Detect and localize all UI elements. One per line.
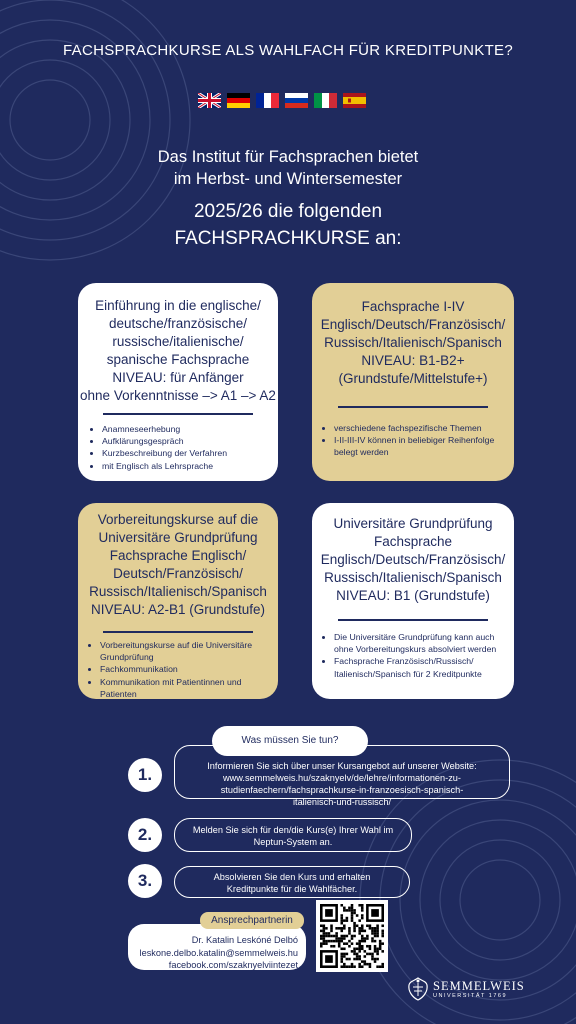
divider [103, 413, 253, 415]
step-number: 3. [128, 864, 162, 898]
intro-text [0, 146, 576, 190]
bullet-item: • Kommunikation mit Patientinnen und Patienten [100, 676, 270, 700]
contact-name: Dr. Katalin Leskóné Delbó [191, 935, 298, 945]
question-heading: Was müssen Sie tun? [212, 726, 368, 756]
bullet-item: • Fachkommunikation [100, 663, 270, 675]
title-line: Deutsch/Französisch/ [113, 566, 243, 581]
course-card-title [312, 298, 514, 388]
bullet-item: • Aufklärungsgespräch [102, 435, 278, 447]
title-line: NIVEAU: B1-B2+ [361, 353, 465, 368]
title-line: Russisch/Italienisch/Spanisch [324, 570, 502, 585]
italian-flag-icon [314, 93, 337, 108]
bullet-item: • Fachsprache Französisch/Russisch/ Italienisch/Spanisch für 2 Kreditpunkte [334, 655, 504, 679]
divider [103, 631, 253, 633]
course-card-beginner [78, 283, 278, 481]
bullet-item: • I-II-III-IV können in beliebiger Reihenfolge belegt werden [334, 434, 506, 458]
bullet-item: • mit Englisch als Lehrsprache [102, 460, 278, 472]
bullet-item: • verschiedene fachspezifische Themen [334, 422, 506, 434]
title-line: Vorbereitungskurse auf die [97, 512, 259, 527]
title-line: Einführung in die englische/ [95, 298, 261, 313]
contact-box [128, 924, 306, 970]
university-logo [407, 976, 525, 1002]
intro-heading [0, 198, 576, 252]
title-line: NIVEAU: B1 (Grundstufe) [336, 588, 490, 603]
divider [338, 406, 488, 408]
course-card-bullets [78, 423, 278, 472]
step-link[interactable]: www.semmelweis.hu/szaknyelv/de/lehre/informationen-zu- [223, 773, 461, 783]
uk-flag-icon [198, 93, 221, 108]
bullet-item: • Vorbereitungskurse auf die Universitäre Grundprüfung [100, 639, 270, 663]
step-2-text [174, 818, 412, 852]
qr-code-icon[interactable] [316, 900, 388, 972]
step-link[interactable]: studienfaechern/fachsprachkurse-in-franzoesisch-spanisch- [220, 785, 464, 795]
title-line: Universitäre Grundprüfung [98, 530, 258, 545]
spanish-flag-icon [343, 93, 366, 108]
logo-subtitle: UNIVERSITÄT 1769 [433, 992, 508, 999]
title-line: Universitäre Grundprüfung [333, 516, 493, 531]
intro-line: 2025/26 die folgenden [193, 201, 383, 222]
russian-flag-icon [285, 93, 308, 108]
title-line: Russisch/Italienisch/Spanisch [324, 335, 502, 350]
contact-facebook[interactable]: facebook.com/szaknyelviintezet [168, 960, 298, 970]
bullet-item: • Kurzbeschreibung der Verfahren [102, 447, 278, 459]
french-flag-icon [256, 93, 279, 108]
bullet-item: • Die Universitäre Grundprüfung kann auch ohne Vorbereitungskurs absolviert werden [334, 631, 504, 655]
title-line: Fachsprache [373, 534, 453, 549]
step-line: Kreditpunkte für die Wahlfächer. [226, 884, 358, 894]
title-line: NIVEAU: für Anfänger [112, 370, 244, 385]
semmelweis-crest-icon [407, 976, 429, 1002]
title-line: ohne Vorkenntnisse –> A1 –> A2 [80, 388, 276, 403]
course-card-title [312, 515, 514, 605]
title-line: NIVEAU: A2-B1 (Grundstufe) [90, 602, 266, 617]
contact-email[interactable]: leskone.delbo.katalin@semmelweis.hu [139, 947, 298, 958]
german-flag-icon [227, 93, 250, 108]
course-card-bullets [312, 422, 514, 459]
intro-line: FACHSPRACHKURSE an: [174, 228, 402, 249]
title-line: Russisch/Italienisch/Spanisch [89, 584, 267, 599]
bullet-item: • Anamneseerhebung [102, 423, 278, 435]
title-line: russische/italienische/ [112, 334, 244, 349]
page-title: FACHSPRACHKURSE ALS WAHLFACH FÜR KREDITPUNKTE? [63, 42, 513, 59]
course-card-title [78, 511, 278, 619]
title-line: Fachsprache I-IV [361, 299, 465, 314]
step-3-text [174, 866, 410, 898]
title-line: Englisch/Deutsch/Französisch/ [320, 317, 506, 332]
course-card-bullets [78, 639, 278, 700]
language-flags [198, 93, 366, 108]
course-card-preparation [78, 503, 278, 699]
step-number: 2. [128, 818, 162, 852]
step-number: 1. [128, 758, 162, 792]
course-card-bullets [312, 631, 514, 680]
title-line: spanische Fachsprache [106, 352, 250, 367]
title-line: Fachsprache Englisch/ [109, 548, 247, 563]
step-link[interactable]: italienisch-und-russisch/ [292, 797, 392, 807]
course-card-fachsprache [312, 283, 514, 481]
logo-name: SEMMELWEIS [433, 978, 525, 993]
course-card-exam [312, 503, 514, 699]
step-line: Informieren Sie sich über unser Kursangebot auf unserer Website: [207, 761, 477, 771]
step-line: Melden Sie sich für den/die Kurs(e) Ihrer Wahl im [192, 825, 394, 835]
title-line: deutsche/französische/ [108, 316, 248, 331]
divider [338, 619, 488, 621]
course-card-title [78, 297, 278, 405]
intro-line: im Herbst- und Wintersemester [173, 170, 403, 188]
contact-label: Ansprechpartnerin [200, 912, 304, 929]
title-line: Englisch/Deutsch/Französisch/ [320, 552, 506, 567]
step-line: Neptun-System an. [253, 837, 333, 847]
step-line: Absolvieren Sie den Kurs und erhalten [213, 872, 371, 882]
qr-code-graphic [316, 900, 388, 972]
title-line: (Grundstufe/Mittelstufe+) [338, 371, 488, 386]
intro-line: Das Institut für Fachsprachen bietet [157, 148, 419, 166]
